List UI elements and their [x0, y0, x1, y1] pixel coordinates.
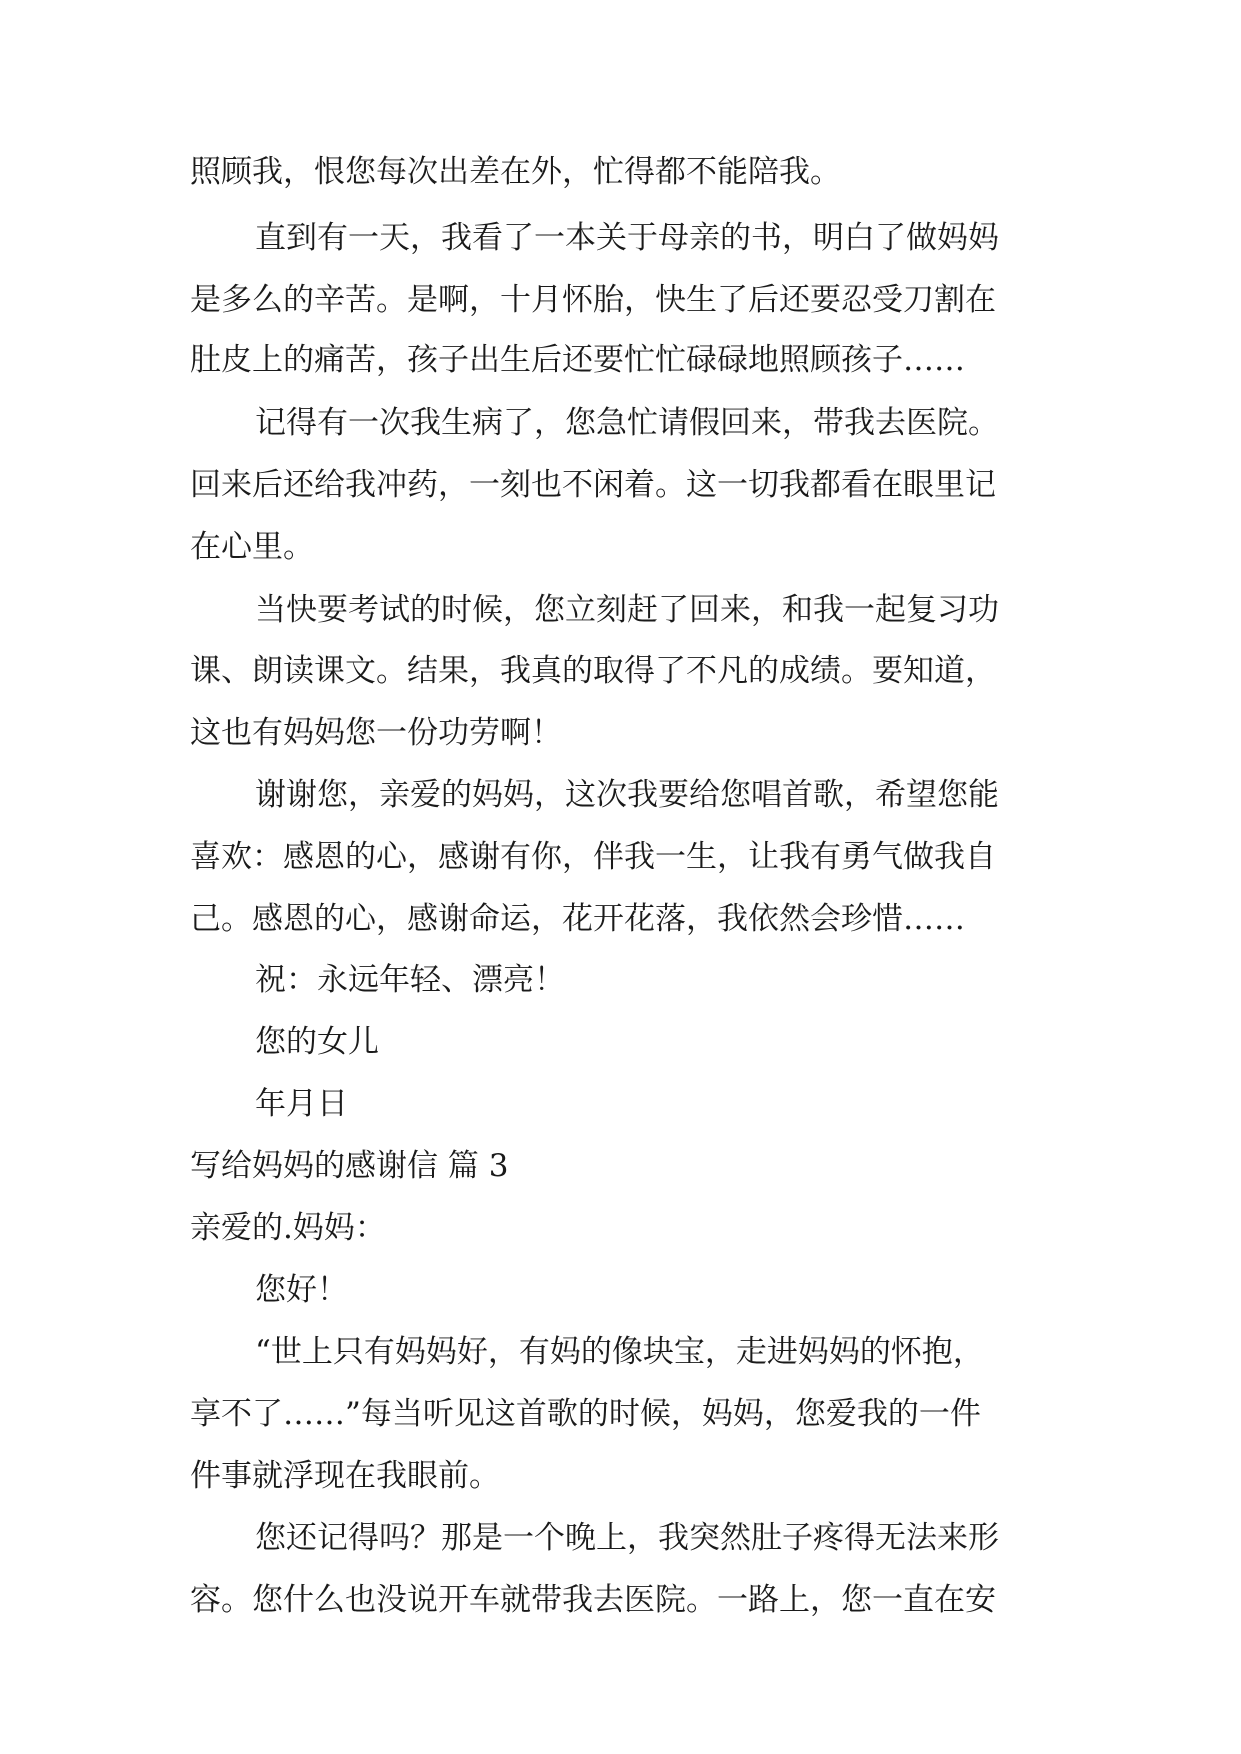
- text-line: 您还记得吗？那是一个晚上，我突然肚子疼得无法来形: [255, 1520, 999, 1556]
- text-line: 肚皮上的痛苦，孩子出生后还要忙忙碌碌地照顾孩子……: [190, 342, 965, 378]
- salutation: 亲爱的.妈妈：: [190, 1210, 386, 1246]
- text-line: 谢谢您，亲爱的妈妈，这次我要给您唱首歌，希望您能: [255, 777, 999, 813]
- closing-wish: 祝：永远年轻、漂亮！: [255, 962, 565, 998]
- section-title: 写给妈妈的感谢信 篇 3: [190, 1148, 509, 1184]
- text-line: 喜欢：感恩的心，感谢有你，伴我一生，让我有勇气做我自: [190, 839, 996, 875]
- text-line: 件事就浮现在我眼前。: [190, 1458, 500, 1494]
- text-line: 容。您什么也没说开车就带我去医院。一路上，您一直在安: [190, 1582, 996, 1618]
- text-line: 当快要考试的时候，您立刻赶了回来，和我一起复习功: [255, 592, 999, 628]
- text-line: “世上只有妈妈好，有妈的像块宝，走进妈妈的怀抱，: [255, 1334, 984, 1370]
- date-line: 年月日: [255, 1086, 348, 1122]
- text-line: 享不了……”每当听见这首歌的时候，妈妈，您爱我的一件: [190, 1396, 981, 1432]
- text-line: 己。感恩的心，感谢命运，花开花落，我依然会珍惜……: [190, 901, 965, 937]
- greeting: 您好！: [255, 1272, 348, 1308]
- text-line: 在心里。: [190, 529, 314, 565]
- signature: 您的女儿: [255, 1024, 379, 1060]
- text-line: 回来后还给我冲药，一刻也不闲着。这一切我都看在眼里记: [190, 467, 996, 503]
- text-line: 这也有妈妈您一份功劳啊！: [190, 715, 562, 751]
- text-line: 直到有一天，我看了一本关于母亲的书，明白了做妈妈: [255, 220, 999, 256]
- text-line: 照顾我，恨您每次出差在外，忙得都不能陪我。: [190, 154, 841, 190]
- text-line: 是多么的辛苦。是啊，十月怀胎，快生了后还要忍受刀割在: [190, 282, 996, 318]
- text-line: 课、朗读课文。结果，我真的取得了不凡的成绩。要知道，: [190, 653, 996, 689]
- text-line: 记得有一次我生病了，您急忙请假回来，带我去医院。: [255, 405, 999, 441]
